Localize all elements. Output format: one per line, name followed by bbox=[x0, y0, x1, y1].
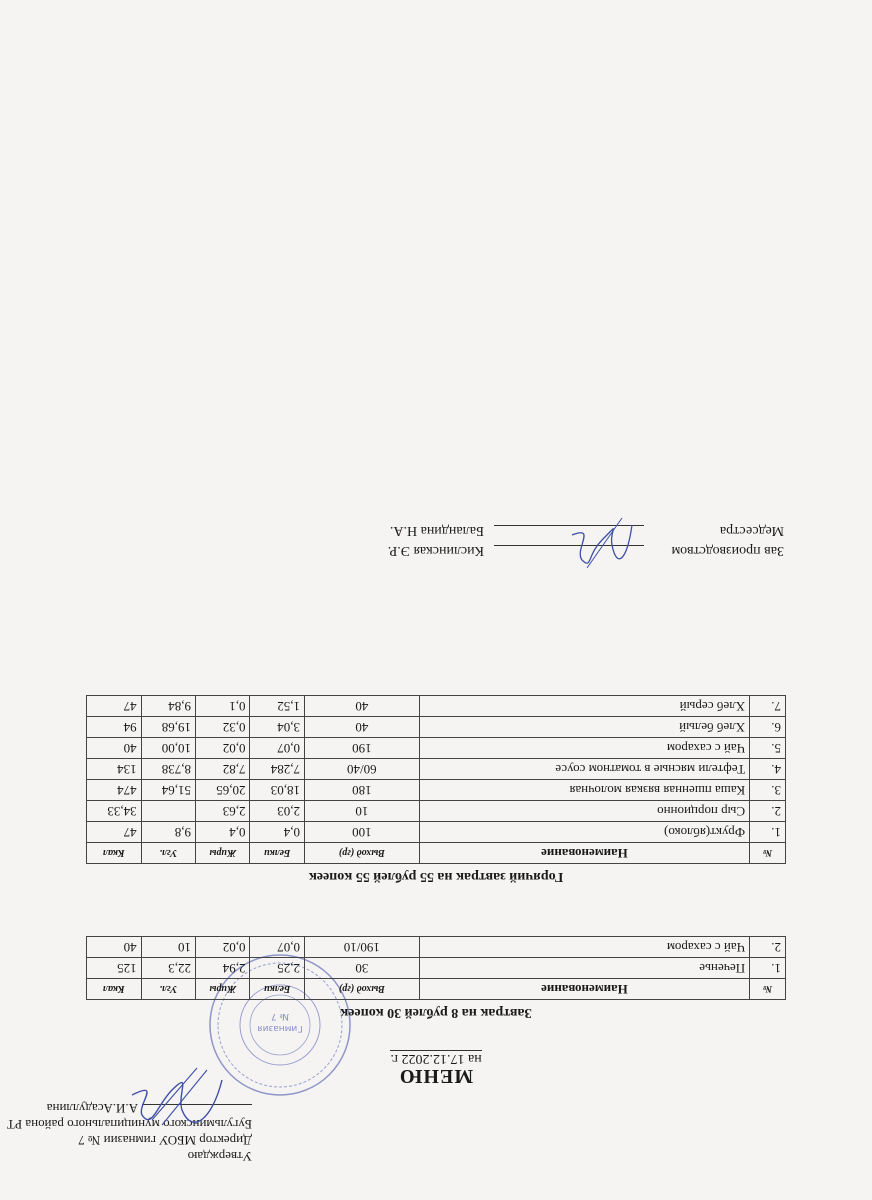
table-row bbox=[87, 937, 786, 958]
cell-output: 30 bbox=[304, 958, 419, 979]
cell-name: Тефтели мясные в томатном соусе bbox=[419, 759, 749, 780]
cell-carbs bbox=[141, 801, 195, 822]
cell-fat: 2,63 bbox=[196, 801, 250, 822]
cell-carbs: 22,3 bbox=[141, 958, 195, 979]
col-output: Выход (гр) bbox=[304, 843, 419, 864]
col-carbs: Угл. bbox=[141, 843, 195, 864]
cell-protein: 0,4 bbox=[250, 822, 304, 843]
svg-text:Гимназия: Гимназия bbox=[257, 1023, 303, 1033]
approval-district: Бугульминского муниципального района РТ bbox=[6, 1117, 252, 1132]
approval-director: Директор МБОУ гимназии № 7 bbox=[78, 1133, 252, 1148]
cell-no: 6. bbox=[750, 717, 786, 738]
cell-fat: 2,94 bbox=[196, 958, 250, 979]
table-header-row bbox=[87, 843, 786, 864]
nurse-row bbox=[64, 520, 784, 540]
table-row bbox=[87, 717, 786, 738]
cell-carbs: 19,68 bbox=[141, 717, 195, 738]
hot-breakfast-table bbox=[86, 695, 786, 864]
cell-output: 40 bbox=[304, 696, 419, 717]
menu-title: МЕНЮ bbox=[398, 1065, 474, 1087]
cell-carbs: 10,00 bbox=[141, 738, 195, 759]
svg-text:№ 7: № 7 bbox=[271, 1011, 289, 1021]
production-role: Зав производством bbox=[671, 543, 784, 558]
cell-output: 180 bbox=[304, 780, 419, 801]
production-signature bbox=[562, 510, 642, 580]
cell-kcal: 474 bbox=[87, 780, 142, 801]
col-fat: Жиры bbox=[196, 979, 250, 1000]
cell-fat: 0,32 bbox=[196, 717, 250, 738]
cell-protein: 0,07 bbox=[250, 937, 304, 958]
cell-protein: 18,03 bbox=[250, 780, 304, 801]
cell-name: Каша пшенная вязкая молочная bbox=[419, 780, 749, 801]
approval-heading: Утверждаю bbox=[187, 1149, 252, 1164]
cell-kcal: 40 bbox=[87, 937, 142, 958]
cell-fat: 0,1 bbox=[196, 696, 250, 717]
cell-carbs: 10 bbox=[141, 937, 195, 958]
table-row bbox=[87, 780, 786, 801]
cell-protein: 0,07 bbox=[250, 738, 304, 759]
table-header-row bbox=[87, 979, 786, 1000]
cell-protein: 2,03 bbox=[250, 801, 304, 822]
cell-kcal: 94 bbox=[87, 717, 142, 738]
col-name: Наименование bbox=[419, 843, 749, 864]
cell-output: 190 bbox=[304, 738, 419, 759]
cell-fat: 20,65 bbox=[196, 780, 250, 801]
col-protein: Белки bbox=[250, 843, 304, 864]
cell-name: Печенье bbox=[419, 958, 749, 979]
table-row bbox=[87, 822, 786, 843]
cell-carbs: 9,8 bbox=[141, 822, 195, 843]
nurse-role: Медсестра bbox=[719, 523, 784, 538]
cell-name: Чай с сахаром bbox=[419, 738, 749, 759]
cell-protein: 7,284 bbox=[250, 759, 304, 780]
cell-protein: 3,04 bbox=[250, 717, 304, 738]
cell-no: 3. bbox=[750, 780, 786, 801]
col-no: № bbox=[750, 979, 786, 1000]
table-row bbox=[87, 696, 786, 717]
cell-name: Хлеб белый bbox=[419, 717, 749, 738]
cell-protein: 1,52 bbox=[250, 696, 304, 717]
cell-kcal: 34,33 bbox=[87, 801, 142, 822]
menu-date bbox=[0, 1050, 872, 1066]
cell-output: 40 bbox=[304, 717, 419, 738]
cell-carbs: 9,84 bbox=[141, 696, 195, 717]
col-name: Наименование bbox=[419, 979, 749, 1000]
cell-kcal: 47 bbox=[87, 822, 142, 843]
cell-fat: 7,82 bbox=[196, 759, 250, 780]
col-kcal: Ккал bbox=[87, 843, 142, 864]
cell-carbs: 51,64 bbox=[141, 780, 195, 801]
production-person: Кислинская Э.Р. bbox=[387, 543, 484, 558]
cell-output: 190/10 bbox=[304, 937, 419, 958]
cell-kcal: 47 bbox=[87, 696, 142, 717]
table-row bbox=[87, 958, 786, 979]
cell-name: Чай с сахаром bbox=[419, 937, 749, 958]
menu-date-text: на 17.12.2022 г. bbox=[390, 1051, 482, 1066]
cell-no: 5. bbox=[750, 738, 786, 759]
cell-fat: 0,4 bbox=[196, 822, 250, 843]
col-output: Выход (гр) bbox=[304, 979, 419, 1000]
cell-no: 1. bbox=[750, 822, 786, 843]
cell-kcal: 40 bbox=[87, 738, 142, 759]
cell-no: 2. bbox=[750, 937, 786, 958]
col-carbs: Угл. bbox=[141, 979, 195, 1000]
cell-name: Хлеб серый bbox=[419, 696, 749, 717]
approval-signer: А.И.Асадуллина bbox=[46, 1101, 138, 1116]
cell-kcal: 125 bbox=[87, 958, 142, 979]
cell-no: 4. bbox=[750, 759, 786, 780]
cell-protein: 2,25 bbox=[250, 958, 304, 979]
col-kcal: Ккал bbox=[87, 979, 142, 1000]
cell-name: Сыр порционно bbox=[419, 801, 749, 822]
table-row bbox=[87, 738, 786, 759]
breakfast-title: Завтрак на 8 рублей 30 копеек bbox=[340, 1005, 532, 1020]
col-no: № bbox=[750, 843, 786, 864]
col-fat: Жиры bbox=[196, 843, 250, 864]
cell-name: Фрукт(яблоко) bbox=[419, 822, 749, 843]
cell-output: 10 bbox=[304, 801, 419, 822]
cell-kcal: 134 bbox=[87, 759, 142, 780]
hot-breakfast-title: Горячий завтрак на 55 рублей 55 копеек bbox=[308, 869, 564, 884]
cell-no: 1. bbox=[750, 958, 786, 979]
cell-fat: 0,02 bbox=[196, 937, 250, 958]
col-protein: Белки bbox=[250, 979, 304, 1000]
cell-carbs: 8,738 bbox=[141, 759, 195, 780]
cell-no: 7. bbox=[750, 696, 786, 717]
cell-output: 60/40 bbox=[304, 759, 419, 780]
cell-no: 2. bbox=[750, 801, 786, 822]
production-row bbox=[64, 540, 784, 560]
staff-block bbox=[64, 520, 784, 560]
cell-output: 100 bbox=[304, 822, 419, 843]
table-row bbox=[87, 801, 786, 822]
nurse-person: Баландина Н.А. bbox=[389, 523, 484, 538]
cell-fat: 0,02 bbox=[196, 738, 250, 759]
breakfast-table bbox=[86, 936, 786, 1000]
table-row bbox=[87, 759, 786, 780]
